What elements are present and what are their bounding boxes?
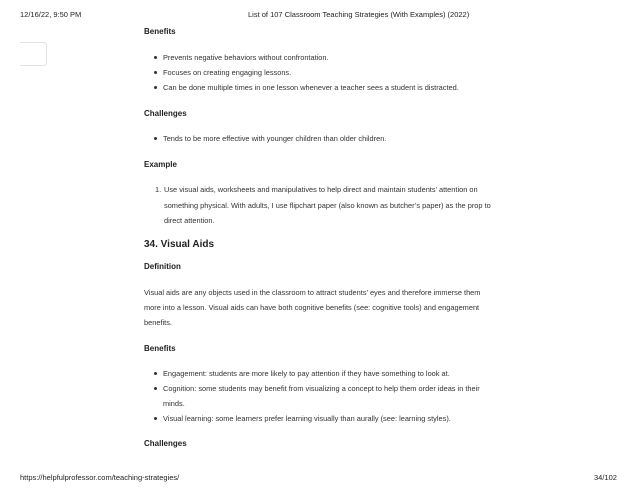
example-line: something physical. With adults, I use flipchart paper (also known as butcher’s paper) as the prop to: [164, 201, 491, 210]
definition-line: more into a lesson. Visual aids can have both cognitive benefits (see: cognitive tools) and engagement: [144, 303, 480, 312]
benefits-heading: Benefits: [144, 27, 176, 36]
challenges-heading: Challenges: [144, 439, 187, 448]
example-number: 1.: [155, 185, 162, 194]
definition-heading: Definition: [144, 262, 181, 271]
example-heading: Example: [144, 160, 177, 169]
benefit-item-continued: minds.: [163, 399, 185, 408]
challenges-heading: Challenges: [144, 109, 187, 118]
benefit-item: Visual learning: some learners prefer learning visually than aurally (see: learning styles).: [163, 414, 451, 423]
benefit-item: Prevents negative behaviors without confrontation.: [163, 53, 329, 62]
example-line: Use visual aids, worksheets and manipulatives to help direct and maintain students’ attention on: [164, 185, 478, 194]
benefit-item: Focuses on creating engaging lessons.: [163, 68, 292, 77]
print-page-number: 34/102: [594, 473, 617, 482]
print-datetime: 12/16/22, 9:50 PM: [20, 10, 82, 19]
page-side-box: [20, 42, 47, 66]
example-line: direct attention.: [164, 216, 215, 225]
challenge-item: Tends to be more effective with younger children than older children.: [163, 134, 387, 143]
definition-line: Visual aids are any objects used in the classroom to attract students’ eyes and therefore immerse them: [144, 288, 481, 297]
benefits-heading: Benefits: [144, 344, 176, 353]
benefit-item: Cognition: some students may benefit from visualizing a concept to help them order ideas in their: [163, 384, 480, 393]
print-page-title: List of 107 Classroom Teaching Strategies (With Examples) (2022): [248, 10, 470, 19]
section-title: 34. Visual Aids: [144, 239, 215, 250]
benefit-item: Engagement: students are more likely to pay attention if they have something to look at.: [163, 369, 450, 378]
definition-line: benefits.: [144, 318, 172, 327]
benefit-item: Can be done multiple times in one lesson whenever a teacher sees a student is distracted.: [163, 83, 459, 92]
print-url: https://helpfulprofessor.com/teaching-strategies/: [20, 473, 180, 482]
